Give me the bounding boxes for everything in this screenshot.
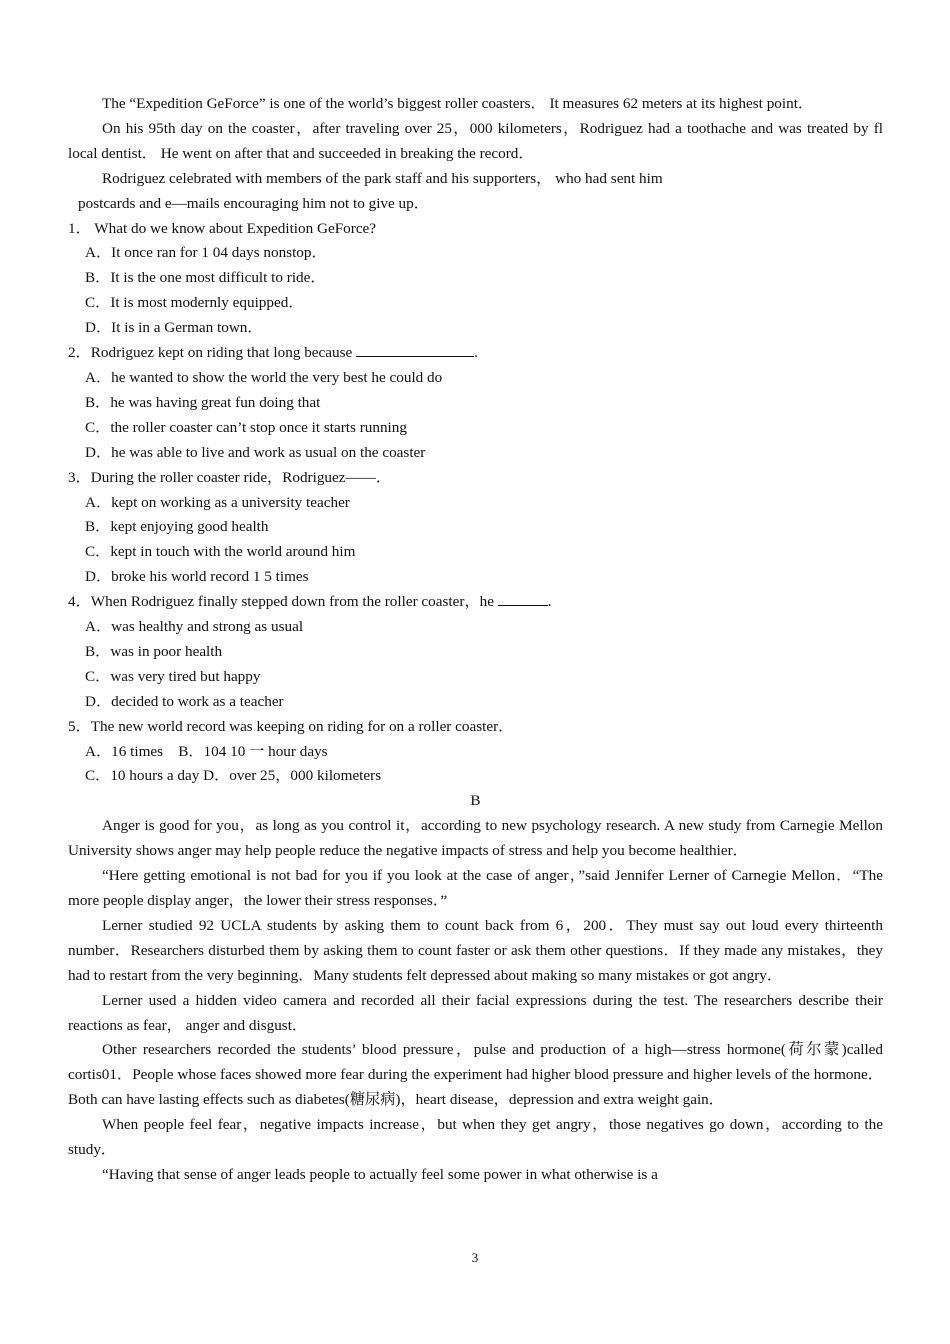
question-stem-text: 2．Rodriguez kept on riding that long because (68, 344, 357, 362)
section-b-paragraph: Anger is good for you，as long as you control it，according to new psychology research. A new study from Carnegie Mellon University shows anger may help people reduce the negative impacts of stress and help you become healthier． (68, 817, 883, 860)
question-stem: 1． What do we know about Expedition GeForce? (68, 219, 377, 237)
section-b-paragraph: Lerner studied 92 UCLA students by asking them to count back from 6，200．They must say out loud every thirteenth number．Researchers disturbed them by asking them to count faster or ask them other questions．If they made any mistakes，they had to restart from the very beginning．Many students felt depressed about making so many mistakes or got angry． (68, 916, 883, 984)
document-page (68, 92, 883, 1188)
section-b-paragraph: Lerner used a hidden video camera and recorded all their facial expressions during the test. The researchers describe their reactions as fear， anger and disgust． (68, 991, 883, 1034)
question-stem-tail: . (474, 344, 478, 362)
answer-option: B．kept enjoying good health (85, 518, 269, 536)
section-b-paragraph: Other researchers recorded the students’ blood pressure，pulse and production of a high—stress hormone(荷尔蒙)called cortis01．People whose faces showed more fear during the experiment had higher blood pressure and higher levels of the hormone．Both can have lasting effects such as diabetes(糖尿病)，heart disease，depression and extra weight gain． (68, 1041, 883, 1109)
answer-option: C．the roller coaster can’t stop once it starts running (85, 418, 407, 436)
answer-option: C．It is most modernly equipped． (85, 294, 304, 312)
section-b-paragraph: “Here getting emotional is not bad for you if you look at the case of anger，”said Jennifer Lerner of Carnegie Mellon．“The more people display anger，the lower their stress responses．” (68, 867, 883, 909)
answer-option: D．It is in a German town． (85, 319, 263, 337)
answer-blank (356, 341, 474, 357)
section-b-heading: B (470, 792, 481, 810)
answer-option: A．It once ran for 1 04 days nonstop． (85, 244, 327, 262)
answer-option: C．was very tired but happy (85, 667, 261, 685)
answer-option: C．kept in touch with the world around him (85, 543, 356, 561)
question-stem (68, 590, 883, 615)
passage-a-paragraph: The “Expedition GeForce” is one of the world’s biggest roller coasters． It measures 62 meters at its highest point． (102, 95, 814, 112)
answer-option: A．he wanted to show the world the very best he could do (85, 368, 443, 386)
section-b-paragraph: When people feel fear，negative impacts increase，but when they get angry，those negatives go down，according to the study． (68, 1116, 883, 1159)
question-stem: 3．During the roller coaster ride，Rodriguez——． (68, 468, 392, 486)
answer-option: D．broke his world record 1 5 times (85, 568, 309, 586)
answer-option: B．was in poor health (85, 642, 223, 660)
question-2 (68, 341, 883, 466)
answer-option-row: A．16 times B．104 10 一 hour days (85, 742, 328, 760)
question-stem-text: 4．When Rodriguez finally stepped down from the roller coaster，he (68, 593, 498, 611)
question-5 (68, 715, 883, 790)
answer-option: B．he was having great fun doing that (85, 393, 321, 411)
question-1 (68, 217, 883, 342)
answer-blank (498, 590, 548, 606)
answer-option: A．was healthy and strong as usual (85, 618, 304, 636)
question-stem (68, 341, 883, 366)
question-4 (68, 590, 883, 715)
answer-option: D．he was able to live and work as usual on the coaster (85, 443, 426, 461)
answer-option: A．kept on working as a university teacher (85, 493, 350, 511)
question-stem-tail: . (547, 593, 552, 611)
answer-option-row: C．10 hours a day D．over 25，000 kilometers (85, 767, 382, 785)
passage-a-paragraph: On his 95th day on the coaster，after traveling over 25，000 kilometers，Rodriguez had a toothache and was treated by fl local dentist． He went on after that and succeeded in breaking the record． (68, 119, 883, 162)
question-3 (68, 466, 883, 591)
answer-option: B．It is the one most difficult to ride． (85, 269, 326, 287)
passage-a-paragraph: Rodriguez celebrated with members of the park staff and his supporters， who had sent him (102, 169, 663, 187)
section-b-paragraph: “Having that sense of anger leads people to actually feel some power in what otherwise is a (102, 1165, 658, 1183)
answer-option: D．decided to work as a teacher (85, 692, 284, 710)
passage-a-paragraph-continuation: postcards and e—mails encouraging him not to give up． (78, 194, 429, 212)
page-number: 3 (471, 1250, 479, 1265)
question-stem: 5．The new world record was keeping on riding for on a roller coaster． (68, 717, 514, 735)
